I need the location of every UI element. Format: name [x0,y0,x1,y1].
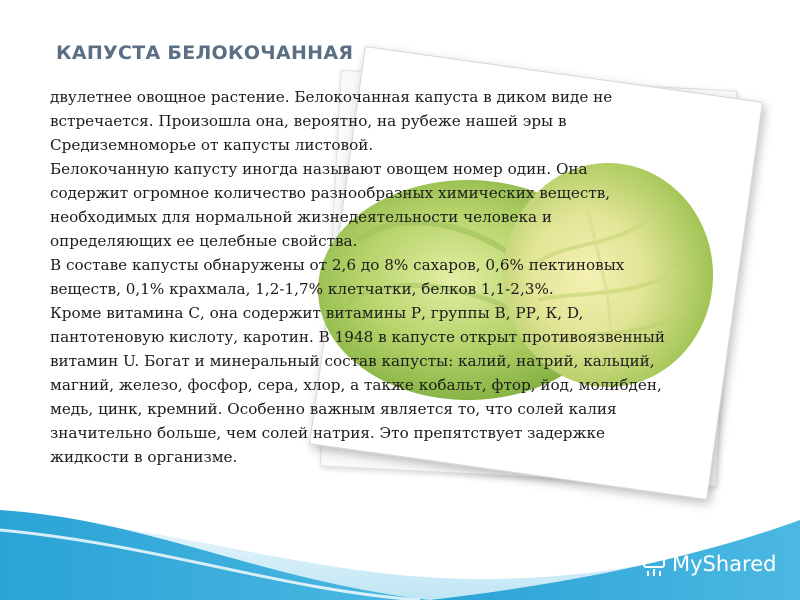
paragraph-origin: двулетнее овощное растение. Белокочанная капуста в диком виде не встречается. Произошла она, вероятно, на рубеже нашей эры в Средиземноморье от капусты листовой. [50,88,613,154]
paragraph-vitamins-minerals: Кроме витамина С, она содержит витамины Р, группы В, РР, К, D, пантотеновую кислоту, каротин. В 1948 в капусте открыт противоязвенный витамин U. Богат и минеральный состав капусты: калий, натрий, кальций, магний, железо, фосфор, сера, хлор, а также кобальт, фтор, йод, молибден, медь, цинк, кремний. Особенно важным является то, что солей калия значительно больше, чем солей натрия. Это препятствует задержке жидкости в организме. [50,304,665,466]
watermark-brand: MyShared [672,552,777,576]
slide-title: КАПУСТА БЕЛОКОЧАННАЯ [56,42,354,64]
slide-body [50,85,670,469]
watermark-logo [642,548,776,580]
paragraph-composition: В составе капусты обнаружены от 2,6 до 8% сахаров, 0,6% пектиновых веществ, 0,1% крахмала, 1,2-1,7% клетчатки, белков 1,1-2,3%. [50,256,625,298]
paragraph-importance: Белокочанную капусту иногда называют овощем номер один. Она содержит огромное количество разнообразных химических веществ, необходимых для нормальной жизнедеятельности человека и определяющих ее целебные свойства. [50,160,611,250]
myshared-logo-icon [642,550,668,578]
